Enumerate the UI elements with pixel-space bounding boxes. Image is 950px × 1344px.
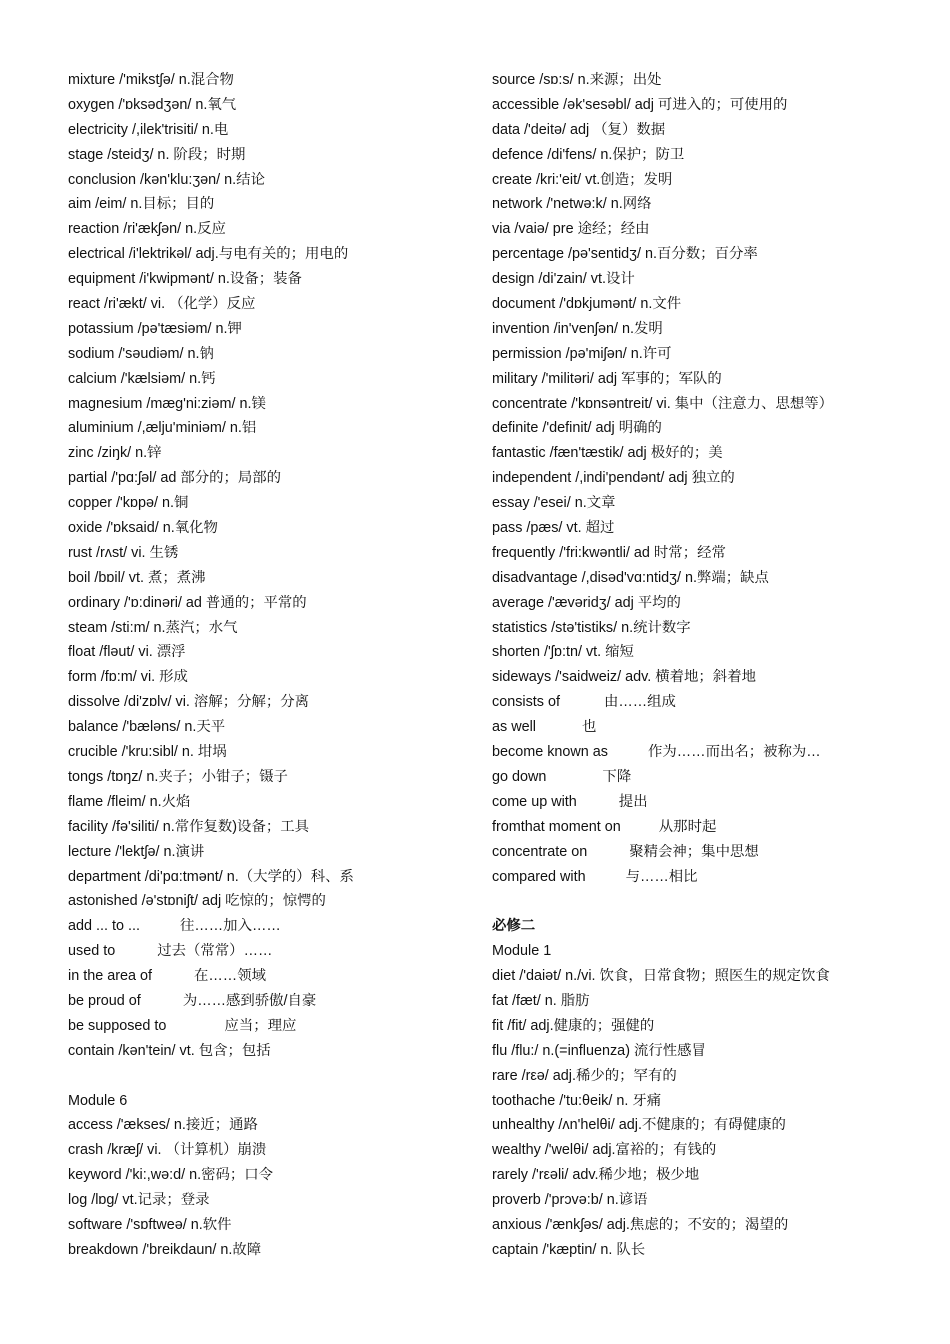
phrase-text: go down bbox=[492, 768, 547, 785]
phrase-text: add ... to ... bbox=[68, 918, 140, 935]
phrase-text: used to bbox=[68, 943, 116, 960]
vocab-entry-sodium: sodium /'səudiəm/ n.钠 bbox=[68, 345, 214, 362]
vocab-entry-ordinary: ordinary /'ɒ:dinəri/ ad 普通的；平常的 bbox=[68, 594, 307, 611]
vocab-entry-copper: copper /'kɒpə/ n.铜 bbox=[68, 495, 189, 512]
vocab-entry-captain: captain /'kæptin/ n. 队长 bbox=[492, 1241, 646, 1258]
vocab-entry-average: average /'ævəridʒ/ adj 平均的 bbox=[492, 594, 681, 611]
vocab-entry-rarely: rarely /'rεəli/ adv.稀少地；极少地 bbox=[492, 1167, 700, 1184]
vocab-entry-software: software /'sɒftweə/ n.软件 bbox=[68, 1216, 232, 1233]
phrase-entry-concentrate bbox=[492, 840, 912, 865]
vocab-entry-zinc: zinc /ziŋk/ n.锌 bbox=[68, 445, 162, 462]
vocab-entry-reaction: reaction /ri'ækʃən/ n.反应 bbox=[68, 221, 226, 238]
phrase-text: be proud of bbox=[68, 992, 141, 1009]
vocab-entry-astonished: astonished /ə'stɒniʃt/ adj 吃惊的；惊愕的 bbox=[68, 893, 326, 910]
vocab-entry-accessible: accessible /ək'sesəbl/ adj 可进入的；可使用的 bbox=[492, 96, 788, 113]
vocab-entry-magnesium: magnesium /mæg'ni:ziəm/ n.镁 bbox=[68, 395, 266, 412]
vocab-entry-anxious: anxious /'ænkʃəs/ adj.焦虑的；不安的；渴望的 bbox=[492, 1216, 789, 1233]
vocab-entry-breakdown: breakdown /'breikdaun/ n.故障 bbox=[68, 1241, 262, 1258]
right-column bbox=[492, 68, 912, 1263]
vocab-entry-statistics: statistics /stə'tistiks/ n.统计数字 bbox=[492, 619, 691, 636]
phrase-meaning: 从那时起 bbox=[658, 818, 717, 835]
vocab-entry-essay: essay /'esei/ n.文章 bbox=[492, 495, 616, 512]
vocab-entry-percentage: percentage /pə'sentidʒ/ n.百分数；百分率 bbox=[492, 246, 758, 263]
vocab-entry-defence: defence /di'fens/ n.保护；防卫 bbox=[492, 146, 685, 163]
vocab-entry-sideways: sideways /'saidweiz/ adv. 横着地；斜着地 bbox=[492, 669, 756, 686]
phrase-text: as well bbox=[492, 719, 536, 736]
vocab-entry-crash: crash /kræʃ/ vi. （计算机）崩溃 bbox=[68, 1142, 267, 1159]
vocab-entry-stage: stage /steidʒ/ n. 阶段；时期 bbox=[68, 146, 246, 163]
vocab-entry-equipment: equipment /i'kwipmənt/ n.设备；装备 bbox=[68, 271, 302, 288]
vocab-entry-data: data /'deitə/ adj （复）数据 bbox=[492, 121, 666, 138]
vocab-entry-balance: balance /'bæləns/ n.天平 bbox=[68, 719, 226, 736]
phrase-entry-as bbox=[492, 715, 912, 740]
vocab-entry-mixture: mixture /'mikstʃə/ n.混合物 bbox=[68, 72, 234, 88]
vocab-entry-wealthy: wealthy /'welθi/ adj.富裕的；有钱的 bbox=[492, 1142, 717, 1159]
vocab-entry-log: log /lɒg/ vt.记录；登录 bbox=[68, 1192, 210, 1209]
phrase-text: fromthat moment on bbox=[492, 818, 621, 835]
phrase-meaning: 应当；理应 bbox=[224, 1017, 297, 1034]
left-column bbox=[68, 68, 488, 1263]
vocab-entry-form: form /fɒ:m/ vi. 形成 bbox=[68, 669, 188, 686]
vocab-entry-fat: fat /fæt/ n. 脂肪 bbox=[492, 992, 590, 1009]
vocab-entry-network: network /'netwə:k/ n.网络 bbox=[492, 196, 652, 213]
vocab-entry-potassium: potassium /pə'tæsiəm/ n.钾 bbox=[68, 320, 242, 337]
vocab-entry-diet: diet /'daiət/ n./vi. 饮食，日常食物；照医生的规定饮食 bbox=[492, 968, 830, 985]
phrase-text: consists of bbox=[492, 694, 560, 711]
phrase-meaning: 与……相比 bbox=[625, 868, 698, 885]
vocab-entry-crucible: crucible /'kru:sibl/ n. 坩埚 bbox=[68, 744, 227, 761]
phrase-entry-go bbox=[492, 765, 912, 790]
phrase-text: in the area of bbox=[68, 968, 153, 985]
vocab-entry-create: create /kri:'eit/ vt.创造；发明 bbox=[492, 171, 673, 188]
vocab-entry-frequently: frequently /'fri:kwəntli/ ad 时常；经常 bbox=[492, 544, 726, 561]
vocab-entry-pass: pass /pæs/ vt. 超过 bbox=[492, 520, 615, 537]
vocab-entry-lecture: lecture /'lektʃə/ n.演讲 bbox=[68, 843, 205, 860]
vocab-entry-facility: facility /fə'siliti/ n.常作复数)设备；工具 bbox=[68, 818, 310, 835]
phrase-entry-become bbox=[492, 740, 912, 765]
vocab-entry-document: document /'dɒkjumənt/ n.文件 bbox=[492, 296, 682, 313]
vocab-entry-aluminium: aluminium /,ælju'miniəm/ n.铝 bbox=[68, 420, 257, 437]
vocab-entry-electrical: electrical /i'lektrikəl/ adj.与电有关的；用电的 bbox=[68, 246, 349, 263]
vocab-entry-shorten: shorten /'ʃɒ:tn/ vt. 缩短 bbox=[492, 644, 634, 661]
blank-line bbox=[492, 889, 912, 914]
vocab-entry-oxygen: oxygen /'ɒksədʒən/ n.氧气 bbox=[68, 96, 237, 113]
vocab-entry-design: design /di'zain/ vt.设计 bbox=[492, 271, 635, 288]
phrase-entry-in bbox=[68, 964, 488, 989]
vocab-entry-contain: contain /kən'tein/ vt. 包含；包括 bbox=[68, 1042, 271, 1059]
section-heading: 必修二 bbox=[492, 918, 536, 935]
vocab-entry-fantastic: fantastic /fæn'tæstik/ adj 极好的；美 bbox=[492, 445, 723, 462]
phrase-entry-come bbox=[492, 790, 912, 815]
vocab-entry-oxide: oxide /'ɒksaid/ n.氧化物 bbox=[68, 520, 218, 537]
vocab-entry-permission: permission /pə'miʃən/ n.许可 bbox=[492, 345, 672, 362]
phrase-meaning: 也 bbox=[582, 719, 597, 736]
vocab-entry-keyword: keyword /'ki:,wə:d/ n.密码；口令 bbox=[68, 1167, 274, 1184]
vocab-entry-rust: rust /rʌst/ vi. 生锈 bbox=[68, 544, 179, 561]
vocab-entry-proverb: proverb /'prɔvə:b/ n.谚语 bbox=[492, 1192, 648, 1209]
phrase-entry-add bbox=[68, 914, 488, 939]
vocab-entry-toothache: toothache /'tu:θeik/ n. 牙痛 bbox=[492, 1092, 662, 1109]
vocab-entry-flame: flame /fleim/ n.火焰 bbox=[68, 793, 191, 810]
vocab-entry-float: float /fləut/ vi. 漂浮 bbox=[68, 644, 186, 661]
blank-line bbox=[68, 1064, 488, 1089]
vocab-entry-via: via /vaiə/ pre 途经；经由 bbox=[492, 221, 650, 238]
vocab-entry-access: access /'ækses/ n.接近；通路 bbox=[68, 1117, 258, 1134]
vocab-entry-flu: flu /flu:/ n.(=influenza) 流行性感冒 bbox=[492, 1042, 706, 1059]
vocab-entry-disadvantage: disadvantage /,disəd'vɑ:ntidʒ/ n.弊端；缺点 bbox=[492, 569, 769, 586]
vocab-entry-fit: fit /fit/ adj.健康的；强健的 bbox=[492, 1017, 655, 1034]
phrase-meaning: 下降 bbox=[602, 768, 632, 785]
vocab-entry-tongs: tongs /tɒŋz/ n.夹子；小钳子；镊子 bbox=[68, 768, 288, 785]
vocab-entry-electricity: electricity /,ilek'trisiti/ n.电 bbox=[68, 121, 229, 138]
phrase-text: become known as bbox=[492, 744, 608, 761]
phrase-text: compared with bbox=[492, 868, 586, 885]
phrase-entry-be bbox=[68, 989, 488, 1014]
phrase-text: come up with bbox=[492, 793, 577, 810]
phrase-entry-compared bbox=[492, 865, 912, 890]
vocab-entry-react: react /ri'ækt/ vi. （化学）反应 bbox=[68, 296, 256, 313]
phrase-meaning: 过去（常常）…… bbox=[157, 943, 273, 960]
phrase-meaning: 往……加入…… bbox=[180, 918, 281, 935]
phrase-meaning: 聚精会神；集中思想 bbox=[629, 843, 759, 860]
vocab-entry-department: department /di'pɑ:tmənt/ n.（大学的）科、系 bbox=[68, 868, 354, 885]
vocab-entry-military: military /'militəri/ adj 军事的；军队的 bbox=[492, 370, 722, 387]
phrase-meaning: 提出 bbox=[618, 793, 648, 810]
vocab-entry-source: source /sɒ:s/ n.来源；出处 bbox=[492, 72, 662, 88]
phrase-meaning: 在……领域 bbox=[194, 968, 266, 985]
vocab-entry-unhealthy: unhealthy /ʌn'helθi/ adj.不健康的；有碍健康的 bbox=[492, 1117, 786, 1134]
phrase-meaning: 由……组成 bbox=[603, 694, 676, 711]
vocab-entry-aim: aim /eim/ n.目标；目的 bbox=[68, 196, 215, 213]
phrase-text: be supposed to bbox=[68, 1017, 167, 1034]
vocab-entry-boil: boil /bɒil/ vt. 煮；煮沸 bbox=[68, 569, 206, 586]
vocab-entry-definite: definite /'definit/ adj 明确的 bbox=[492, 420, 662, 437]
vocab-entry-invention: invention /in'venʃən/ n.发明 bbox=[492, 320, 663, 337]
vocab-entry-rare: rare /rεə/ adj.稀少的；罕有的 bbox=[492, 1067, 677, 1084]
phrase-entry-consists bbox=[492, 690, 912, 715]
phrase-meaning: 为……感到骄傲/自豪 bbox=[182, 992, 317, 1009]
phrase-entry-used bbox=[68, 939, 488, 964]
module-heading: Module 6 bbox=[68, 1092, 128, 1109]
module-heading: Module 1 bbox=[492, 943, 552, 960]
vocab-entry-calcium: calcium /'kælsiəm/ n.钙 bbox=[68, 370, 216, 387]
vocab-entry-steam: steam /sti:m/ n.蒸汽；水气 bbox=[68, 619, 238, 636]
vocab-entry-dissolve: dissolve /di'zɒlv/ vi. 溶解；分解；分离 bbox=[68, 694, 310, 711]
phrase-entry-fromthat bbox=[492, 815, 912, 840]
phrase-text: concentrate on bbox=[492, 843, 588, 860]
vocab-entry-independent: independent /,indi'pendənt/ adj 独立的 bbox=[492, 470, 735, 487]
phrase-meaning: 作为……而出名；被称为… bbox=[648, 744, 821, 761]
phrase-entry-be bbox=[68, 1014, 488, 1039]
vocab-entry-concentrate: concentrate /'kɒnsəntreit/ vi. 集中（注意力、思想等） bbox=[492, 395, 834, 412]
vocab-entry-conclusion: conclusion /kən'klu:ʒən/ n.结论 bbox=[68, 171, 265, 188]
vocab-entry-partial: partial /'pɑ:ʃəl/ ad 部分的；局部的 bbox=[68, 470, 282, 487]
